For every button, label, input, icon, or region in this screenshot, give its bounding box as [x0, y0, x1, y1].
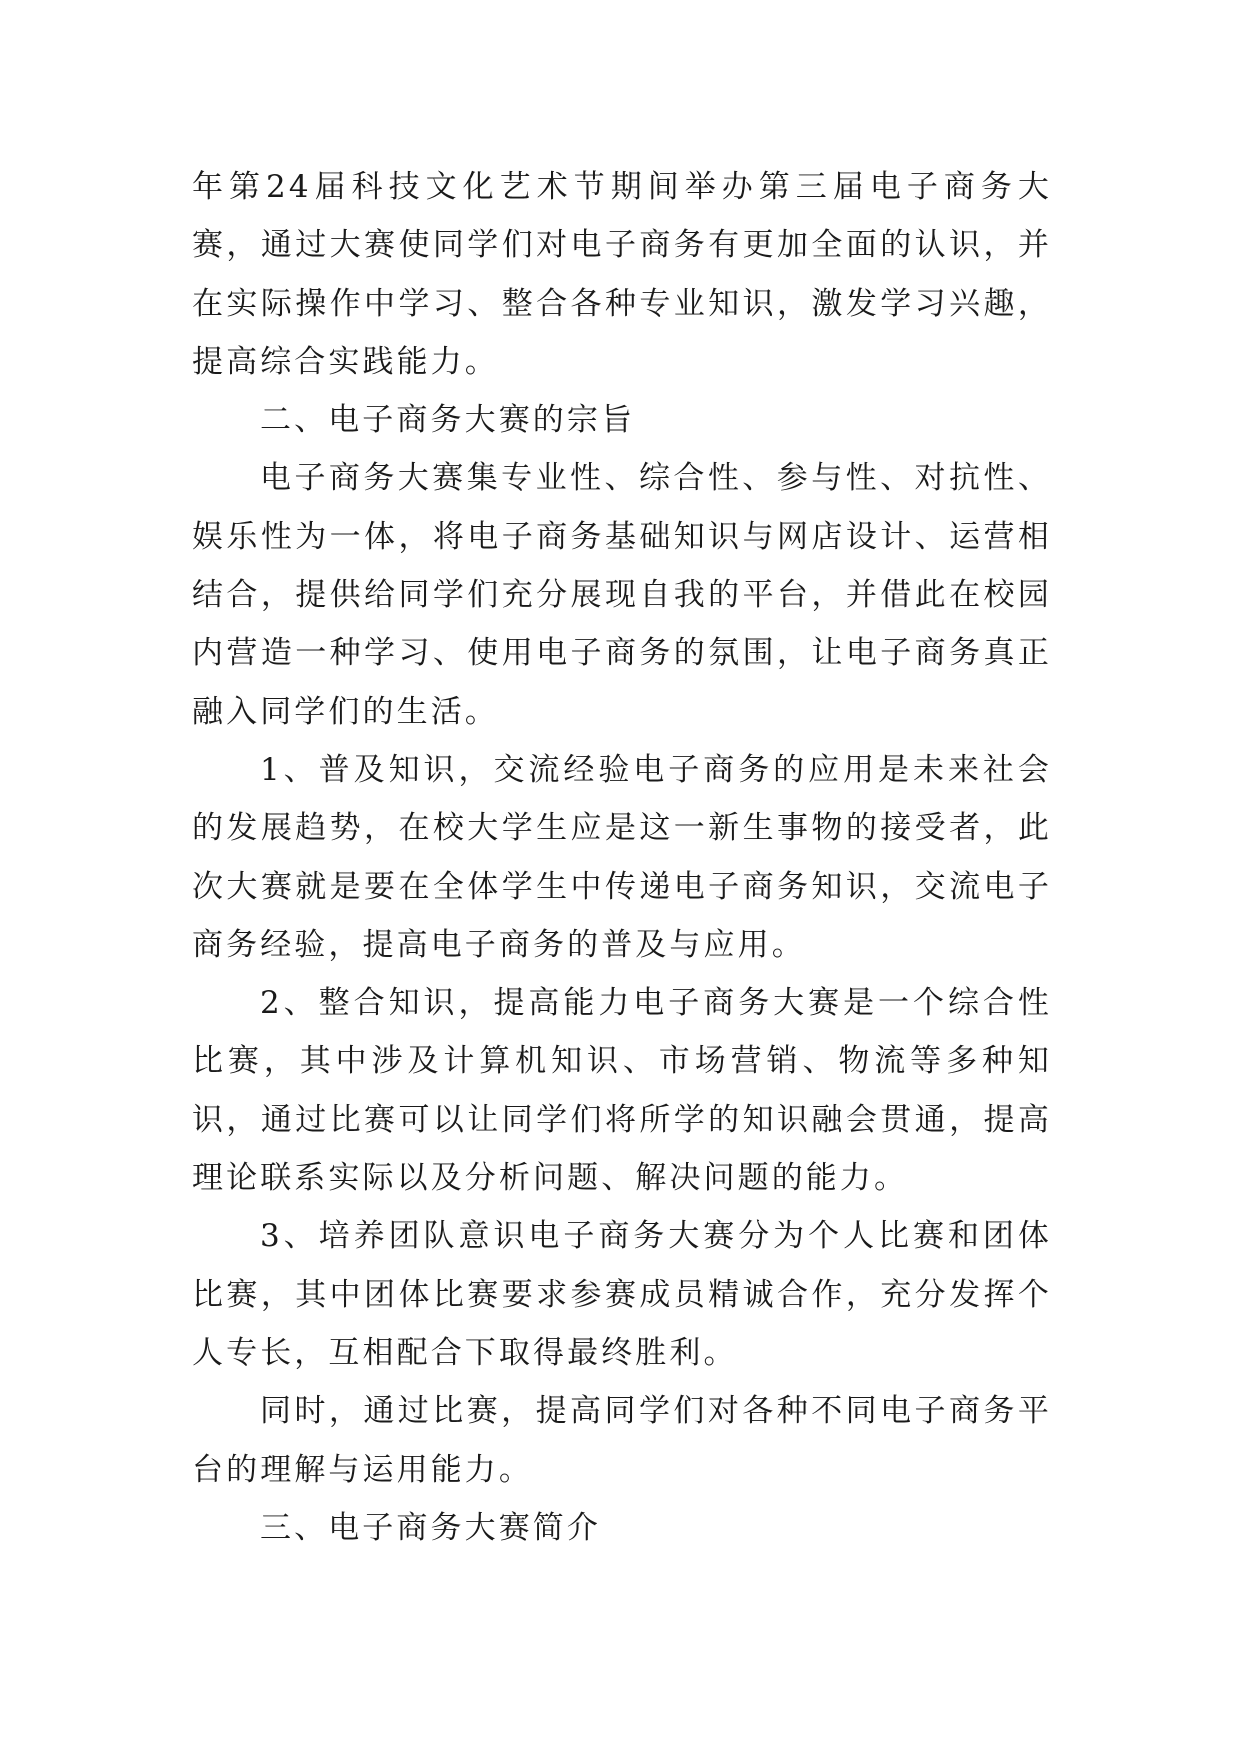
- paragraph-point-2: 2、整合知识，提高能力电子商务大赛是一个综合性比赛，其中涉及计算机知识、市场营销、物流等多种知识，通过比赛可以让同学们将所学的知识融会贯通，提高理论联系实际以及分析问题、解决问题的能力。: [192, 985, 1052, 1197]
- section-heading-introduction: 三、电子商务大赛简介: [260, 1509, 601, 1546]
- section-heading-purpose: 二、电子商务大赛的宗旨: [260, 402, 636, 439]
- paragraph-meanwhile: 同时，通过比赛，提高同学们对各种不同电子商务平台的理解与运用能力。: [192, 1393, 1052, 1488]
- paragraph-point-1: 1、普及知识，交流经验电子商务的应用是未来社会的发展趋势，在校大学生应是这一新生事物的接受者，此次大赛就是要在全体学生中传递电子商务知识，交流电子商务经验，提高电子商务的普及与应用。: [192, 751, 1052, 963]
- paragraph-continuation: 年第24届科技文化艺术节期间举办第三届电子商务大赛，通过大赛使同学们对电子商务有更加全面的认识，并在实际操作中学习、整合各种专业知识，激发学习兴趣，提高综合实践能力。: [192, 169, 1052, 380]
- document-body: [192, 158, 1052, 1557]
- paragraph-point-3: 3、培养团队意识电子商务大赛分为个人比赛和团体比赛，其中团体比赛要求参赛成员精诚合作，充分发挥个人专长，互相配合下取得最终胜利。: [192, 1218, 1052, 1371]
- paragraph-purpose: 电子商务大赛集专业性、综合性、参与性、对抗性、娱乐性为一体，将电子商务基础知识与网店设计、运营相结合，提供给同学们充分展现自我的平台，并借此在校园内营造一种学习、使用电子商务的氛围，让电子商务真正融入同学们的生活。: [192, 460, 1052, 730]
